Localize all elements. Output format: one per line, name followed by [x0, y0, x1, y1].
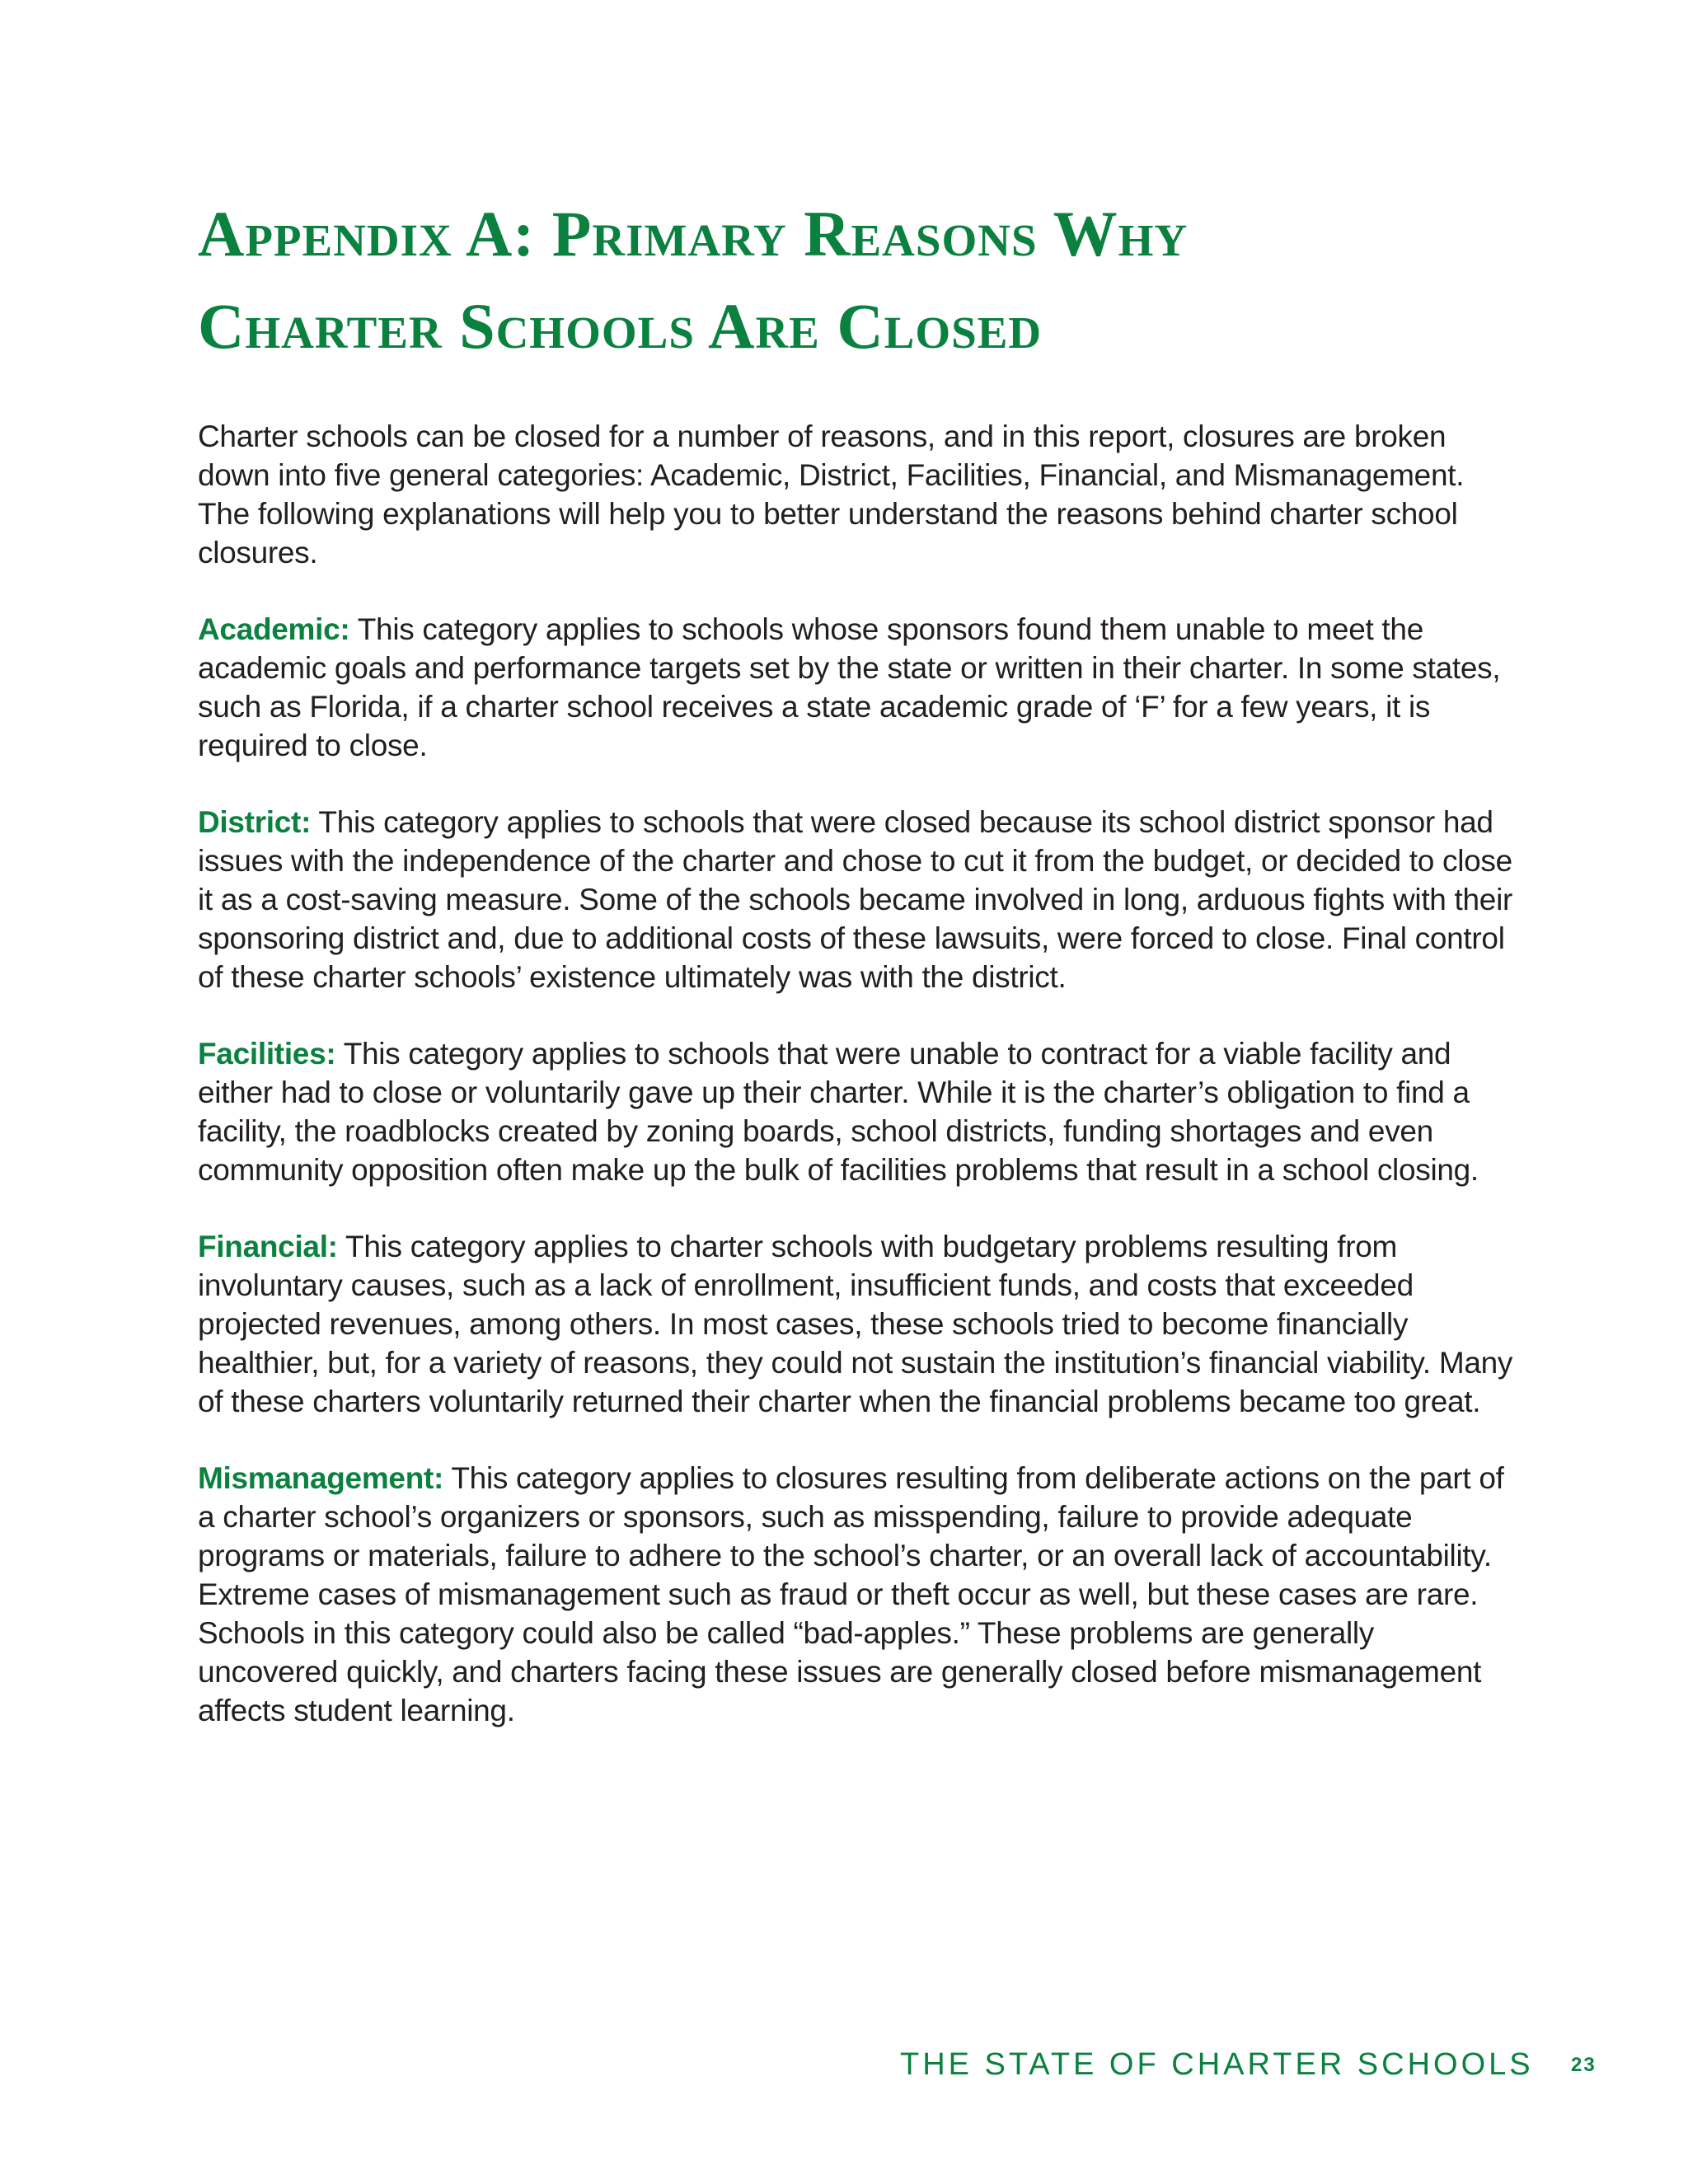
section-text: This category applies to schools that were unable to contract for a viable facility and either had to close or voluntarily gave up their charter. While it is the charter’s obligation to find a facility, the roadblocks created by zoning boards, school districts, funding shortages and even community opposition often make up the bulk of facilities problems that result in a school closing.	[198, 1037, 1479, 1187]
section-text: This category applies to closures resulting from deliberate actions on the part of a charter school’s organizers or sponsors, such as misspending, failure to provide adequate programs or materials, failure to adhere to the school’s charter, or an overall lack of accountability. Extreme cases of mismanagement such as fraud or theft occur as well, but these cases are rare. Schools in this category could also be called “bad-apples.” These problems are generally uncovered quickly, and charters facing these issues are generally closed before mismanagement affects student learning.	[198, 1461, 1504, 1727]
section-term: Facilities:	[198, 1037, 336, 1071]
section-term: Mismanagement:	[198, 1461, 444, 1495]
section-district	[198, 803, 1517, 996]
section-term: Academic:	[198, 612, 350, 646]
page-title-line-1: Appendix A: Primary Reasons Why	[198, 198, 1189, 269]
section-financial	[198, 1227, 1517, 1421]
section-term: District:	[198, 805, 312, 839]
section-text: This category applies to schools whose sponsors found them unable to meet the academic goals and performance targets set by the state or written in their charter. In some states, such as Florida, if a charter school receives a state academic grade of ‘F’ for a few years, it is required to close.	[198, 612, 1501, 762]
section-text: This category applies to charter schools with budgetary problems resulting from involuntary causes, such as a lack of enrollment, insufficient funds, and costs that exceeded projected revenues, among others. In most cases, these schools tried to become financially healthier, but, for a variety of reasons, they could not sustain the institution’s financial viability. Many of these charters voluntarily returned their charter when the financial problems became too great.	[198, 1230, 1513, 1418]
section-term: Financial:	[198, 1230, 338, 1263]
page-number: 23	[1571, 2054, 1597, 2076]
page-title-line-2: Charter Schools Are Closed	[198, 290, 1043, 362]
section-text: This category applies to schools that were closed because its school district sponsor had issues with the independence of the charter and chose to cut it from the budget, or decided to close it as a cost-saving measure. Some of the schools became involved in long, arduous fights with their sponsoring district and, due to additional costs of these lawsuits, were forced to close. Final control of these charter schools’ existence ultimately was with the district.	[198, 805, 1513, 994]
section-mismanagement	[198, 1459, 1517, 1730]
main-content	[198, 188, 1517, 1730]
intro-paragraph: Charter schools can be closed for a number of reasons, and in this report, closures are broken down into five general categories: Academic, District, Facilities, Financial, and Mismanagement. The following explanations will help you to better understand the reasons behind charter school closures.	[198, 419, 1465, 569]
page-title	[198, 188, 1517, 373]
section-academic	[198, 610, 1517, 765]
footer-publication-title: THE STATE OF CHARTER SCHOOLS	[900, 2047, 1534, 2082]
section-facilities	[198, 1034, 1517, 1189]
